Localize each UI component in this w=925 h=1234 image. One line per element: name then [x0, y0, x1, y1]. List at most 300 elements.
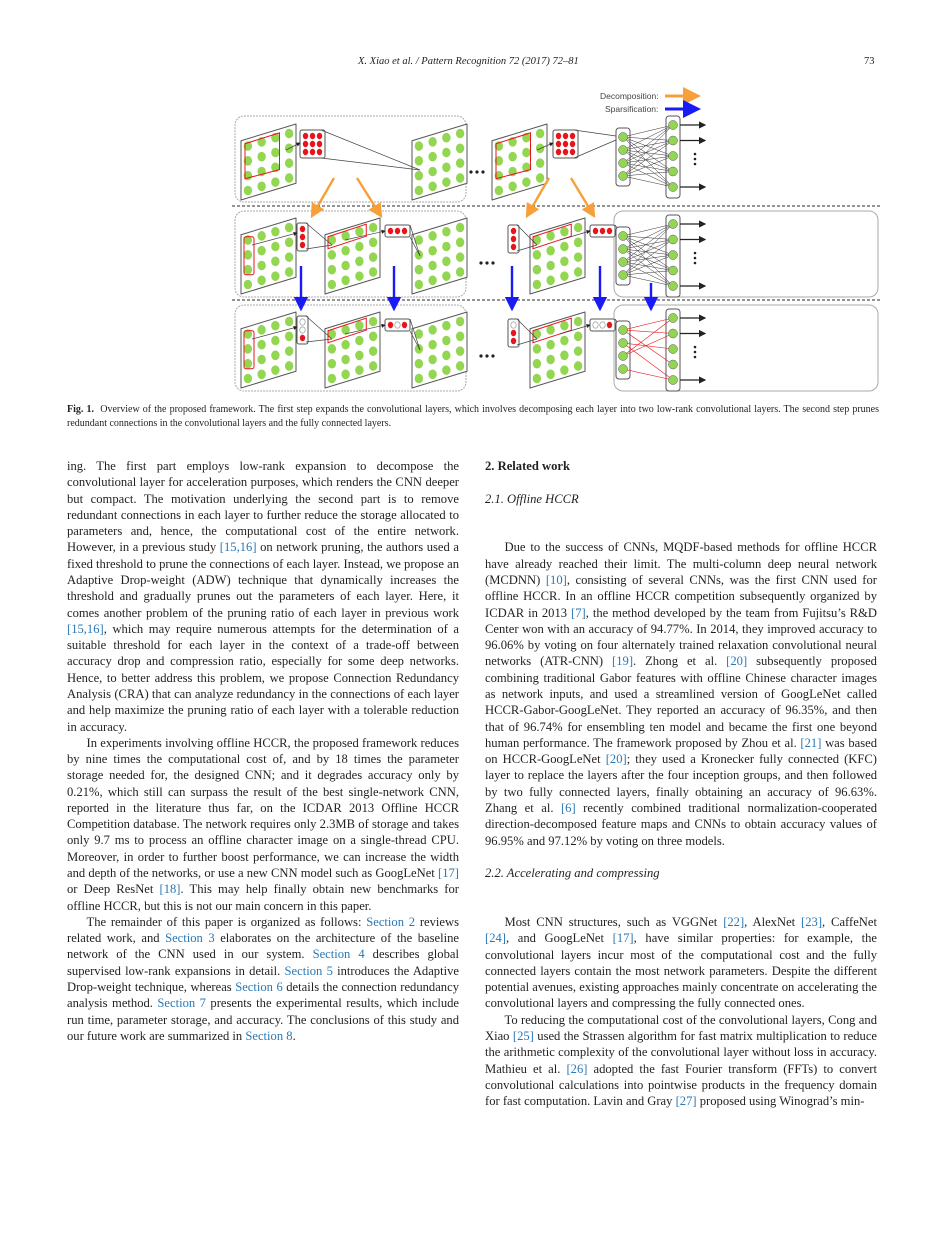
- neuron-node: [271, 242, 279, 252]
- text-run: proposed using Winograd’s min-: [696, 1094, 865, 1109]
- neuron-node: [244, 374, 252, 384]
- neuron-node: [285, 158, 293, 168]
- neuron-node: [574, 252, 582, 262]
- neuron-node: [560, 321, 568, 331]
- paragraph: [67, 458, 459, 735]
- left-column: [67, 458, 459, 1044]
- kernel-weight: [300, 234, 305, 240]
- neuron-node: [546, 370, 554, 380]
- kernel-weight: [317, 141, 322, 147]
- neuron-node: [285, 223, 293, 233]
- kernel-weight: [570, 141, 575, 147]
- neuron-node: [546, 340, 554, 350]
- neuron-node: [456, 252, 464, 262]
- neuron-node: [369, 317, 377, 327]
- neuron-node: [574, 317, 582, 327]
- kernel-weight: [303, 133, 308, 139]
- text-run: presents the experimental results, which include run time, parameter storage, and accuracy. The conclusions of this study and our future work are summarized in: [67, 996, 459, 1043]
- citation-link[interactable]: Section 2: [366, 914, 416, 929]
- neuron-node: [428, 276, 436, 286]
- neuron-node: [341, 370, 349, 380]
- kernel-weight: [300, 242, 305, 248]
- kernel-weight: [556, 141, 561, 147]
- neuron-node: [669, 121, 678, 130]
- neuron-node: [536, 173, 544, 183]
- neuron-node: [533, 280, 541, 290]
- text-run: , CaffeNet: [822, 915, 877, 930]
- kernel-weight: [388, 322, 393, 328]
- ellipsis-dot: [481, 170, 484, 173]
- citation-link[interactable]: Section 4: [312, 947, 365, 962]
- ellipsis-dot: [694, 257, 697, 260]
- kernel-weight: [300, 335, 305, 341]
- kernel-weight: [511, 236, 516, 242]
- text-run: , have similar properties: for example, the convolutional layers incur most of the computational cost and the fully connected layers contain the most network parameters. Despite the different potential avenues, existing approaches mainly concentrate on accelerating the convolutional layers and compressing the fully connected ones.: [485, 931, 877, 1011]
- kernel-weight: [570, 133, 575, 139]
- ellipsis-dot: [694, 262, 697, 265]
- neuron-node: [560, 271, 568, 281]
- neuron-node: [355, 242, 363, 252]
- neuron-node: [328, 250, 336, 260]
- text-run: Due to the success of CNNs, MQDF-based methods for offline HCCR have already reached their limit. The multi-column deep neural network (MCDNN): [485, 540, 877, 588]
- citation-link[interactable]: Section 8: [245, 1028, 293, 1043]
- neuron-node: [415, 156, 423, 166]
- section-heading: 2. Related work: [485, 459, 570, 473]
- neuron-node: [271, 148, 279, 158]
- text-run: introduces the Adaptive Drop-weight technique, whereas: [67, 963, 459, 994]
- neuron-node: [271, 257, 279, 267]
- legend-sparsification-label: Sparsification:: [605, 104, 659, 114]
- neuron-node: [428, 340, 436, 350]
- citation-link[interactable]: [21]: [800, 735, 822, 750]
- citation-link[interactable]: [10]: [545, 573, 567, 588]
- decomposition-arrow: [571, 178, 594, 216]
- citation-link[interactable]: [20]: [726, 654, 748, 669]
- neuron-node: [508, 152, 516, 162]
- text-run: on network pruning, the authors used a fixed threshold to prune the connections of each layer. Instead, we propose an Adaptive Drop-weight (ADW) technique that dynamically increases the threshold and gradually prunes out the parameters of each layer. Here, it comes another problem of the pruning ratio of each layer in previous work: [67, 540, 459, 620]
- neuron-node: [619, 159, 628, 168]
- text-run: . Zhong et al.: [633, 654, 727, 669]
- neuron-node: [415, 265, 423, 275]
- neuron-node: [508, 182, 516, 192]
- neuron-node: [285, 129, 293, 139]
- neuron-node: [271, 177, 279, 187]
- kernel-weight: [600, 322, 605, 328]
- paragraph: [485, 1012, 877, 1110]
- neuron-node: [560, 351, 568, 361]
- paragraph: [67, 914, 459, 1044]
- neuron-node: [669, 152, 678, 161]
- neuron-node: [442, 336, 450, 346]
- kernel-weight: [556, 149, 561, 155]
- neuron-node: [669, 167, 678, 176]
- neuron-node: [428, 325, 436, 335]
- neuron-node: [328, 359, 336, 369]
- neuron-node: [257, 370, 265, 380]
- neuron-node: [495, 186, 503, 196]
- figure-caption: [67, 403, 879, 431]
- citation-link[interactable]: [20]: [605, 752, 627, 767]
- decomposition-arrow: [312, 178, 334, 216]
- neuron-node: [271, 227, 279, 237]
- neuron-node: [355, 336, 363, 346]
- neuron-node: [456, 223, 464, 233]
- text-run: , the method developed by the team from Fujitsu’s R&D Center won with an accuracy of 94.77%. In 2014, they improved accuracy to 96.06% by voting on four alternately trained relaxation convolutional neural networks (ATR-CNN): [485, 605, 877, 669]
- kernel-weight: [310, 133, 315, 139]
- citation-link[interactable]: [17]: [438, 866, 459, 881]
- neuron-node: [619, 352, 628, 361]
- neuron-node: [257, 152, 265, 162]
- neuron-node: [257, 246, 265, 256]
- neuron-node: [257, 355, 265, 365]
- neuron-node: [546, 261, 554, 271]
- neuron-node: [533, 344, 541, 354]
- neuron-node: [285, 267, 293, 277]
- neuron-node: [442, 321, 450, 331]
- neuron-node: [428, 246, 436, 256]
- citation-link[interactable]: Section 6: [235, 980, 283, 994]
- neuron-node: [456, 317, 464, 327]
- neuron-node: [328, 344, 336, 354]
- ellipsis-dot: [694, 346, 697, 349]
- neuron-node: [257, 325, 265, 335]
- neuron-node: [328, 374, 336, 384]
- neuron-node: [442, 271, 450, 281]
- neuron-node: [369, 238, 377, 248]
- neuron-node: [574, 332, 582, 342]
- neuron-node: [546, 325, 554, 335]
- neuron-node: [536, 158, 544, 168]
- neuron-node: [244, 186, 252, 196]
- neuron-node: [271, 271, 279, 281]
- text-run: , consisting of several CNNs, was the first CNN used for offline HCCR. In an offline HCCR competition subsequently organized by ICDAR in 2013: [485, 573, 877, 620]
- text-run: adopted the fast Fourier transform (FFTs) to convert convolutional calculations into pointwise products in the frequency domain for fast computation. Lavin and Gray: [485, 1061, 877, 1109]
- paragraph: [485, 539, 877, 848]
- neuron-node: [669, 282, 678, 291]
- kernel-weight: [563, 141, 568, 147]
- neuron-node: [442, 351, 450, 361]
- kernel-weight: [593, 228, 598, 234]
- ellipsis-dot: [694, 252, 697, 255]
- neuron-node: [415, 359, 423, 369]
- neuron-node: [669, 329, 678, 338]
- text-run: In experiments involving offline HCCR, the proposed framework reduces by nine times the computational cost of, and by 18 times the parameter storage needed for, the designed CNN; and it degrades accuracy only by 0.21%, which still can surpass the result of the best single-network CNN, reported in the literature thus far, on the ICDAR 2013 Offline HCCR Competition database. The network requires only 2.3MB of storage and takes only 9.7 ms to process an offline character image on a single-thread CPU. Moreover, in order to further boost performance, we can increase the width and depth of the networks, or use a new CNN model such as GoogLeNet: [67, 735, 459, 881]
- kernel-weight: [511, 330, 516, 336]
- neuron-node: [271, 351, 279, 361]
- neuron-node: [285, 317, 293, 327]
- citation-link[interactable]: [19]: [612, 654, 634, 669]
- neuron-node: [428, 355, 436, 365]
- neuron-node: [428, 137, 436, 147]
- neuron-node: [546, 246, 554, 256]
- neuron-node: [533, 265, 541, 275]
- neuron-node: [355, 365, 363, 375]
- neuron-node: [257, 340, 265, 350]
- neuron-node: [285, 173, 293, 183]
- legend-decomposition-label: Decomposition:: [600, 91, 659, 101]
- kernel-weight: [388, 228, 393, 234]
- ellipsis-dot: [479, 261, 482, 264]
- neuron-node: [328, 280, 336, 290]
- neuron-node: [619, 232, 628, 241]
- citation-link[interactable]: [18]: [159, 882, 181, 897]
- neuron-node: [428, 167, 436, 177]
- neuron-node: [257, 261, 265, 271]
- kernel-weight: [317, 149, 322, 155]
- kernel-weight: [303, 149, 308, 155]
- neuron-node: [669, 360, 678, 369]
- kernel-weight: [570, 149, 575, 155]
- ellipsis-dot: [485, 354, 488, 357]
- kernel-weight: [607, 228, 612, 234]
- neuron-node: [669, 235, 678, 244]
- neuron-node: [369, 252, 377, 262]
- text-run: Most CNN structures, such as VGGNet: [504, 915, 724, 930]
- neuron-node: [619, 271, 628, 280]
- text-run: was based on HCCR-GoogLeNet: [485, 735, 878, 767]
- neuron-node: [244, 250, 252, 260]
- citation-link[interactable]: [7]: [571, 605, 586, 620]
- fc-panel: [614, 305, 878, 391]
- neuron-node: [442, 148, 450, 158]
- neuron-node: [428, 152, 436, 162]
- ellipsis-dot: [694, 163, 697, 166]
- neuron-node: [456, 238, 464, 248]
- neuron-node: [369, 332, 377, 342]
- neuron-node: [574, 361, 582, 371]
- neuron-node: [369, 346, 377, 356]
- text-run: , and GoogLeNet: [505, 931, 613, 946]
- neuron-node: [285, 332, 293, 342]
- citation-link[interactable]: [15,16]: [67, 621, 104, 636]
- text-run: .: [292, 1028, 296, 1043]
- neuron-node: [244, 280, 252, 290]
- neuron-node: [244, 344, 252, 354]
- neuron-node: [355, 271, 363, 281]
- neuron-node: [369, 267, 377, 277]
- neuron-node: [456, 158, 464, 168]
- citation-link[interactable]: Section 7: [157, 996, 206, 1011]
- text-run: , AlexNet: [744, 915, 802, 930]
- neuron-node: [560, 227, 568, 237]
- neuron-node: [341, 355, 349, 365]
- neuron-node: [428, 261, 436, 271]
- ellipsis-dot: [694, 153, 697, 156]
- neuron-node: [619, 133, 628, 142]
- neuron-node: [355, 227, 363, 237]
- text-run: recently combined traditional normalization-cooperated direction-decomposed feature maps and CNNs to obtain accuracy values of 96.95% and 97.12% by voting on three models.: [485, 800, 877, 848]
- kernel-weight: [303, 141, 308, 147]
- neuron-node: [669, 251, 678, 260]
- citation-link[interactable]: [15,16]: [219, 540, 257, 555]
- text-run: used the Strassen algorithm for fast matrix multiplication to reduce the arithmetic complexity of the convolutional layer without loss in accuracy. Mathieu et al.: [485, 1028, 877, 1076]
- kernel-weight: [402, 322, 407, 328]
- ellipsis-dot: [694, 351, 697, 354]
- neuron-node: [442, 257, 450, 267]
- neuron-node: [533, 374, 541, 384]
- figure-diagram: [232, 96, 880, 391]
- ellipsis-dot: [485, 261, 488, 264]
- neuron-node: [456, 129, 464, 139]
- neuron-node: [456, 267, 464, 277]
- citation-link[interactable]: Section 3: [165, 931, 215, 946]
- decomposition-arrow: [357, 178, 381, 216]
- neuron-node: [456, 173, 464, 183]
- neuron-node: [355, 257, 363, 267]
- neuron-node: [560, 365, 568, 375]
- citation-link[interactable]: [6]: [560, 800, 576, 815]
- paragraph: [485, 914, 877, 1012]
- neuron-node: [442, 133, 450, 143]
- ellipsis-dot: [694, 356, 697, 359]
- text-run: ing. The first part employs low-rank expansion to decompose the convolutional layer for acceleration purposes, which renders the CNN deeper but compact. The motivation underlying the second part is to remove redundant connections in each layer to further reduce the storage allocated to parameters and, hence, the computational cost of the entire network. However, in a previous study: [67, 459, 459, 555]
- neuron-node: [244, 265, 252, 275]
- neuron-node: [669, 136, 678, 145]
- neuron-node: [415, 280, 423, 290]
- kernel-weight: [511, 338, 516, 344]
- page-number: 73: [864, 56, 875, 67]
- ellipsis-dot: [491, 354, 494, 357]
- neuron-node: [456, 144, 464, 154]
- kernel-weight: [300, 226, 305, 232]
- neuron-node: [285, 238, 293, 248]
- neuron-node: [271, 365, 279, 375]
- running-title: X. Xiao et al. / Pattern Recognition 72 (2017) 72–81: [358, 56, 579, 67]
- kernel-weight: [300, 319, 305, 325]
- kernel-weight: [300, 327, 305, 333]
- kernel-weight: [563, 149, 568, 155]
- neuron-node: [574, 238, 582, 248]
- neuron-node: [428, 370, 436, 380]
- neuron-node: [355, 321, 363, 331]
- neuron-node: [533, 250, 541, 260]
- citation-link[interactable]: [26]: [566, 1061, 588, 1076]
- neuron-node: [574, 346, 582, 356]
- neuron-node: [442, 242, 450, 252]
- ellipsis-dot: [469, 170, 472, 173]
- neuron-node: [428, 182, 436, 192]
- text-run: describes global supervised low-rank expansions in detail.: [67, 947, 459, 978]
- kernel-weight: [310, 149, 315, 155]
- paragraph: [67, 735, 459, 914]
- neuron-node: [271, 336, 279, 346]
- neuron-node: [257, 276, 265, 286]
- neuron-node: [574, 223, 582, 233]
- neuron-node: [669, 314, 678, 323]
- neuron-node: [619, 245, 628, 254]
- ellipsis-dot: [694, 158, 697, 161]
- neuron-node: [369, 361, 377, 371]
- neuron-node: [442, 177, 450, 187]
- kernel-weight: [600, 228, 605, 234]
- neuron-node: [442, 365, 450, 375]
- neuron-node: [546, 276, 554, 286]
- right-column: [485, 458, 877, 1109]
- fc-panel: [614, 211, 878, 297]
- kernel-weight: [563, 133, 568, 139]
- kernel-weight: [317, 133, 322, 139]
- text-run: reviews related work, and: [67, 914, 459, 946]
- kernel-weight: [511, 244, 516, 250]
- neuron-node: [328, 265, 336, 275]
- neuron-node: [619, 172, 628, 181]
- neuron-node: [560, 242, 568, 252]
- text-run: , which may require numerous attempts for the determination of a suitable threshold for each layer in the context of a trade-off between accuracy drop and compression ratio, especially for some deep networks. Hence, to better address this problem, we propose Connection Redundancy Analysis (CRA) that can analyze redundancy in the connections of each layer and help maximize the pruning ratio of each layer with a tolerable reduction in accuracy.: [67, 621, 459, 734]
- citation-link[interactable]: [27]: [675, 1094, 697, 1109]
- neuron-node: [619, 326, 628, 335]
- neuron-node: [456, 346, 464, 356]
- text-run: elaborates on the architecture of the baseline network of the CNN used in our system.: [67, 931, 459, 962]
- text-run: . This may help finally obtain new benchmarks for offline HCCR, but this is not our main concern in this paper.: [67, 882, 459, 913]
- neuron-node: [244, 359, 252, 369]
- subsection-heading: 2.1. Offline HCCR: [485, 491, 579, 506]
- neuron-node: [546, 231, 554, 241]
- kernel-weight: [511, 322, 516, 328]
- neuron-node: [456, 332, 464, 342]
- caption-text: Overview of the proposed framework. The first step expands the convolutional layers, which involves decomposing each layer into two low-rank convolutional layers. The second step prunes redundant connections in the convolutional layers and the fully connected layers.: [67, 404, 879, 429]
- neuron-node: [341, 276, 349, 286]
- neuron-node: [522, 148, 530, 158]
- kernel-weight: [395, 228, 400, 234]
- citation-link[interactable]: [22]: [723, 915, 745, 930]
- citation-link[interactable]: [17]: [612, 931, 634, 946]
- neuron-node: [669, 183, 678, 192]
- neuron-node: [456, 361, 464, 371]
- neuron-node: [442, 227, 450, 237]
- neuron-node: [415, 374, 423, 384]
- neuron-node: [257, 231, 265, 241]
- neuron-node: [669, 266, 678, 275]
- framework-figure: [0, 0, 925, 400]
- kernel-weight: [607, 322, 612, 328]
- neuron-node: [669, 220, 678, 229]
- neuron-node: [536, 129, 544, 139]
- neuron-node: [619, 339, 628, 348]
- kernel-weight: [593, 322, 598, 328]
- citation-link[interactable]: Section 5: [284, 963, 333, 978]
- subsection-heading: 2.2. Accelerating and compressing: [485, 866, 660, 881]
- neuron-node: [560, 257, 568, 267]
- neuron-node: [341, 261, 349, 271]
- text-run: or Deep ResNet: [67, 882, 160, 897]
- neuron-node: [574, 267, 582, 277]
- citation-link[interactable]: [24]: [485, 931, 506, 946]
- kernel-weight: [395, 322, 400, 328]
- kernel-weight: [402, 228, 407, 234]
- citation-link[interactable]: [25]: [512, 1028, 534, 1043]
- text-run: The remainder of this paper is organized as follows:: [86, 914, 367, 929]
- neuron-node: [369, 223, 377, 233]
- neuron-node: [533, 359, 541, 369]
- neuron-node: [285, 252, 293, 262]
- neuron-node: [619, 258, 628, 267]
- text-run: subsequently proposed combining traditional Gabor features with offline Chinese character images as network inputs, and used a streamlined version of GoogLeNet called HCCR-Gabor-GoogLeNet. They reported an accuracy of 96.35%, and then that of 96.74% for ensembling ten model and became the first one beyond human performance. The framework proposed by Zhou et al.: [485, 654, 877, 750]
- caption-label: Fig. 1.: [67, 404, 95, 415]
- neuron-node: [560, 336, 568, 346]
- neuron-node: [415, 141, 423, 151]
- neuron-node: [341, 246, 349, 256]
- neuron-node: [271, 321, 279, 331]
- kernel-weight: [556, 133, 561, 139]
- neuron-node: [669, 376, 678, 385]
- kernel-weight: [511, 228, 516, 234]
- citation-link[interactable]: [23]: [801, 915, 823, 930]
- neuron-node: [522, 177, 530, 187]
- neuron-node: [442, 163, 450, 173]
- neuron-node: [355, 351, 363, 361]
- neuron-node: [257, 182, 265, 192]
- neuron-node: [619, 146, 628, 155]
